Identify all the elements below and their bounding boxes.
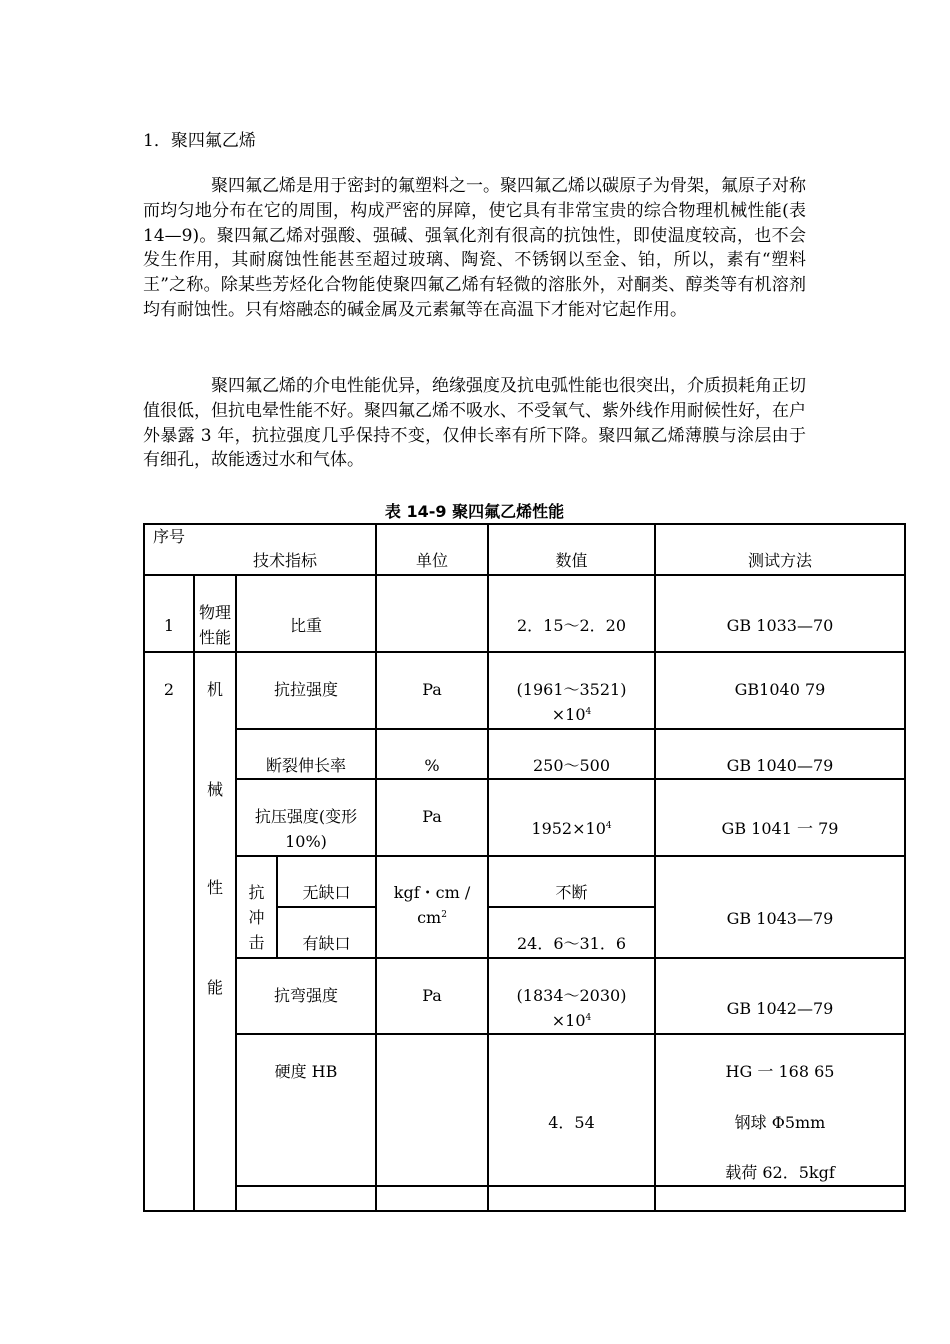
impact-unnotched-indicator: 无缺口 bbox=[302, 883, 351, 902]
flexural-value-range: (1834～2030) bbox=[516, 986, 627, 1005]
hardness-method-ball: 钢球 Φ5mm bbox=[734, 1113, 826, 1132]
table-rule bbox=[235, 728, 906, 730]
section-heading: 1．聚四氟乙烯 bbox=[143, 131, 256, 151]
hardness-method-load: 载荷 62．5kgf bbox=[725, 1163, 835, 1182]
impact-unnotched-value: 不断 bbox=[555, 883, 588, 902]
row1-method: GB 1033—70 bbox=[726, 616, 834, 635]
table-rule bbox=[235, 855, 906, 857]
row2-group-char-2: 械 bbox=[206, 780, 223, 799]
row1-indicator: 比重 bbox=[289, 616, 322, 635]
table-rule bbox=[143, 651, 906, 653]
compression-unit: Pa bbox=[422, 807, 442, 826]
table-rule bbox=[235, 778, 906, 780]
header-indicator: 技术指标 bbox=[252, 551, 317, 570]
table-rule bbox=[487, 906, 654, 908]
flexural-unit: Pa bbox=[422, 986, 442, 1005]
row1-group-label bbox=[195, 600, 235, 650]
elongation-method: GB 1040—79 bbox=[726, 756, 834, 775]
impact-label-char-1: 抗 bbox=[248, 883, 265, 902]
table-border-right bbox=[904, 523, 906, 1212]
header-value: 数值 bbox=[555, 551, 588, 570]
impact-notched-indicator: 有缺口 bbox=[302, 934, 351, 953]
impact-unit-line1: kgf・cm / bbox=[393, 883, 471, 902]
tensile-value bbox=[489, 677, 654, 727]
elongation-indicator: 断裂伸长率 bbox=[265, 756, 346, 775]
tensile-method: GB1040 79 bbox=[734, 680, 826, 699]
header-unit: 单位 bbox=[415, 551, 448, 570]
flexural-indicator: 抗弯强度 bbox=[273, 986, 338, 1005]
impact-label-char-3: 击 bbox=[248, 933, 265, 952]
impact-unit bbox=[377, 880, 487, 930]
table-caption: 表 14-9 聚四氟乙烯性能 bbox=[384, 502, 565, 521]
row1-no: 1 bbox=[163, 616, 175, 635]
impact-notched-value: 24．6～31．6 bbox=[516, 934, 627, 953]
table-rule bbox=[375, 523, 377, 1212]
compression-indicator bbox=[237, 804, 375, 854]
flexural-value-multiplier: $\times 10^4$ bbox=[551, 1011, 592, 1030]
compression-indicator-line1: 抗压强度(变形 bbox=[254, 807, 358, 826]
row1-group-line1: 物理 bbox=[198, 603, 231, 622]
tensile-unit: Pa bbox=[422, 680, 442, 699]
table-rule bbox=[235, 957, 906, 959]
table-rule bbox=[235, 1033, 906, 1035]
table-rule bbox=[235, 1185, 906, 1187]
compression-indicator-line2: 10%) bbox=[285, 832, 327, 851]
impact-unit-line2: $cm^2$ bbox=[417, 908, 447, 927]
table-rule bbox=[143, 574, 906, 576]
hardness-value: 4．54 bbox=[548, 1113, 595, 1132]
header-method: 测试方法 bbox=[747, 551, 812, 570]
impact-label-char-2: 冲 bbox=[248, 908, 265, 927]
elongation-value: 250～500 bbox=[532, 756, 611, 775]
paragraph-ptfe-dielectric: 聚四氟乙烯的介电性能优异，绝缘强度及抗电弧性能也很突出，介质损耗角正切值很低，但抗电晕性能不好。聚四氟乙烯不吸水、不受氧气、紫外线作用耐候性好，在户外暴露 3 年，抗拉强度几乎保持不变，仅伸长率有所下降。聚四氟乙烯薄膜与涂层由于有细孔，故能透过水和气体。 bbox=[143, 376, 806, 471]
impact-method: GB 1043—79 bbox=[726, 909, 834, 928]
tensile-value-multiplier: $\times 10^4$ bbox=[551, 705, 592, 724]
impact-label bbox=[237, 880, 276, 955]
header-no: 序号 bbox=[152, 527, 185, 546]
elongation-unit: % bbox=[424, 756, 440, 775]
table-border-top bbox=[143, 523, 906, 525]
paragraph-ptfe-properties: 聚四氟乙烯是用于密封的氟塑料之一。聚四氟乙烯以碳原子为骨架，氟原子对称而均匀地分布在它的周围，构成严密的屏障，使它具有非常宝贵的综合物理机械性能(表 14—9)。聚四氟乙烯对强酸、强碱、强氧化剂有很高的抗蚀性，即使温度较高，也不会发生作用，其耐腐蚀性能甚至超过玻璃、陶瓷、不锈钢以至金、铂，所以，素有“塑料 王”之称。除某些芳烃化合物能使聚四氟乙烯有轻微的溶胀外，对酮类、醇类等有机溶剂均有耐蚀性。只有熔融态的碱金属及元素氟等在高温下才能对它起作用。 bbox=[143, 176, 806, 320]
row1-group-line2: 性能 bbox=[198, 628, 231, 647]
flexural-method: GB 1042—79 bbox=[726, 999, 834, 1018]
row2-no: 2 bbox=[163, 680, 175, 699]
hardness-method-standard: HG 一 168 65 bbox=[725, 1062, 835, 1081]
row2-group-char-3: 性 bbox=[206, 878, 223, 897]
tensile-indicator: 抗拉强度 bbox=[273, 680, 338, 699]
row1-value: 2．15～2．20 bbox=[516, 616, 627, 635]
row2-group-char-4: 能 bbox=[206, 978, 223, 997]
compression-value: $1952\times 10^4$ bbox=[531, 819, 612, 838]
table-border-bottom bbox=[143, 1210, 906, 1212]
hardness-indicator: 硬度 HB bbox=[274, 1062, 338, 1081]
table-rule bbox=[276, 906, 375, 908]
compression-method: GB 1041 一 79 bbox=[721, 819, 839, 838]
row2-group-char-1: 机 bbox=[206, 680, 223, 699]
tensile-value-range: (1961～3521) bbox=[516, 680, 627, 699]
flexural-value bbox=[489, 983, 654, 1033]
